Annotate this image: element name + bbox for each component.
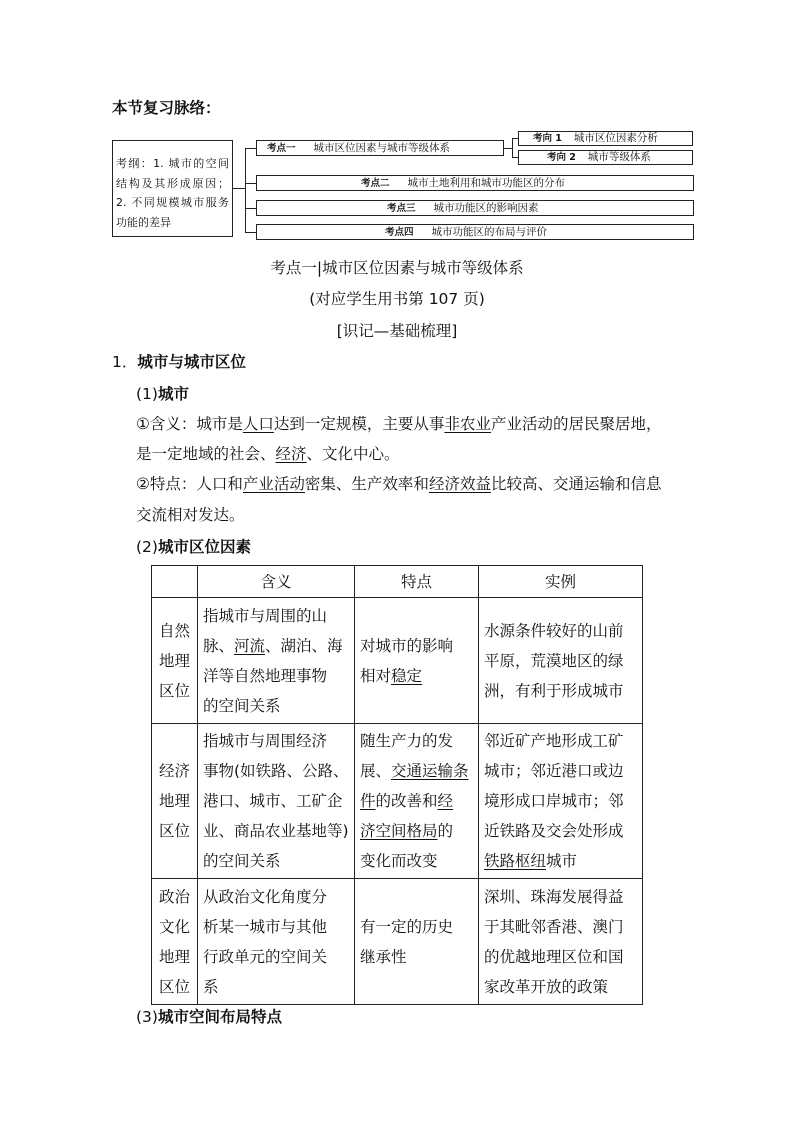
underlined-answer: 经济 (275, 445, 307, 463)
kaodian-3-box (256, 200, 694, 216)
connector-line (245, 208, 256, 209)
text: 业、商品农业基地等) (203, 822, 349, 840)
feature-cell (355, 724, 479, 879)
text: 产业活动的居民聚居地， (490, 415, 662, 433)
meaning-cell (198, 879, 355, 1005)
feature-line-2: 交流相对发达。 (136, 506, 245, 524)
underlined-answer: 人口 (242, 415, 274, 433)
text: 继承性 (360, 947, 407, 966)
table-header-cell (152, 566, 198, 598)
text: 对城市的影响 (360, 636, 454, 655)
kaoxiang-text: 城市区位因素分析 (573, 132, 658, 144)
sub-number: (1) (136, 385, 158, 403)
kaodian-text: 城市功能区的影响因素 (433, 202, 539, 214)
text: 城市 (546, 852, 578, 870)
table-header-cell: 含义 (198, 566, 355, 598)
sub-title-text: 城市空间布局特点 (157, 1008, 282, 1026)
text: 家改革开放的政策 (484, 977, 609, 996)
text: 区位 (158, 822, 190, 840)
text: 的空间关系 (203, 852, 281, 870)
item-title: 城市与城市区位 (137, 353, 246, 371)
feature-cell (355, 879, 479, 1005)
text: 展、 (360, 762, 392, 780)
sub-title: [识记—基础梳理] (336, 322, 458, 340)
underlined-answer: 经 (437, 792, 454, 810)
connector-line (512, 138, 513, 158)
text: ②特点：人口和 (136, 475, 243, 493)
text: 指城市与周围经济 (203, 732, 328, 750)
kaodian-tag: 考点二 (361, 178, 390, 189)
text: 密集、生产效率和 (304, 475, 429, 493)
text: 系 (203, 977, 219, 996)
kaogang-line: 2. 不同规模城市服务 (116, 196, 229, 209)
page-reference: (对应学生用书第 107 页) (309, 290, 485, 308)
meaning-cell (198, 724, 355, 879)
sub-2-heading (136, 535, 251, 557)
underlined-answer: 件 (360, 792, 376, 810)
connector-line (245, 183, 256, 184)
text: 洲，有利于形成城市 (484, 681, 624, 700)
text: 水源条件较好的山前 (484, 621, 624, 640)
location-factors-table (151, 565, 643, 1005)
item-1-heading (112, 350, 246, 372)
text: 有一定的历史 (360, 917, 454, 936)
table-header-cell: 特点 (355, 566, 479, 598)
text: 是一定地域的社会、 (136, 445, 276, 463)
text: 区位 (158, 681, 190, 700)
table-header-row (152, 566, 643, 598)
underlined-answer: 产业活动 (242, 475, 305, 493)
text: 相对 (360, 666, 392, 685)
connector-line (233, 188, 245, 189)
text: 行政单元的空间关 (203, 947, 328, 966)
row-header-cell (152, 724, 198, 879)
row-header-cell (152, 879, 198, 1005)
underlined-answer: 河流 (234, 636, 266, 655)
table-row (152, 724, 643, 879)
text: 城市；邻近港口或边 (484, 762, 624, 780)
kaodian-text: 城市区位因素与城市等级体系 (313, 142, 451, 154)
underlined-answer: 稳定 (391, 666, 423, 685)
kaogang-line: 考纲：1. 城市的空间 (116, 157, 229, 170)
text: 达到一定规模，主要从事 (273, 415, 445, 433)
text: 指城市与周围的山 (203, 606, 328, 625)
kaodian-4-box (256, 224, 694, 240)
text: 邻近矿产地形成工矿 (484, 732, 624, 750)
text: 事物(如铁路、公路、 (203, 762, 349, 780)
table-row (152, 879, 643, 1005)
text: 析某一城市与其他 (203, 917, 328, 936)
text: 的 (437, 822, 454, 840)
row-header-cell (152, 598, 198, 724)
text: 随生产力的发 (360, 732, 454, 750)
definition-line-2 (136, 442, 400, 464)
text: 的优越地理区位和国 (484, 947, 624, 966)
text: 文化 (158, 917, 190, 936)
connector-line (504, 148, 512, 149)
text: 地理 (158, 947, 190, 966)
underlined-answer: 交通运输条 (391, 762, 469, 780)
kaodian-tag: 考点四 (385, 227, 414, 238)
underlined-answer: 济空间格局 (360, 822, 438, 840)
underlined-answer: 经济效益 (428, 475, 491, 493)
kaodian-1-box (256, 140, 504, 156)
text: 区位 (158, 977, 190, 996)
kaodian-2-box (256, 175, 694, 191)
feature-line-1 (136, 472, 661, 494)
text: 的改善和 (375, 792, 438, 810)
example-cell (479, 724, 643, 879)
text: 的空间关系 (203, 696, 281, 715)
text: 地理 (158, 651, 190, 670)
table-row (152, 598, 643, 724)
text: 洋等自然地理事物 (203, 666, 328, 685)
text: 比较高、交通运输和信息 (490, 475, 662, 493)
kaodian-tag: 考点一 (267, 143, 296, 154)
sub-1-heading (136, 382, 189, 404)
sub-number: (2) (136, 538, 158, 556)
sub-3-heading (136, 1005, 282, 1027)
kaodian-text: 城市土地利用和城市功能区的分布 (407, 177, 566, 189)
sub-title-text: 城市 (157, 385, 189, 403)
kaoxiang-1-box (518, 131, 693, 146)
text: 深圳、珠海发展得益 (484, 887, 624, 906)
kaodian-text: 城市功能区的布局与评价 (431, 226, 548, 238)
text: 平原，荒漠地区的绿 (484, 651, 624, 670)
text: 于其毗邻香港、澳门 (484, 917, 624, 936)
kaodian-tag: 考点三 (387, 203, 416, 214)
text: 、湖泊、海 (265, 636, 343, 655)
kaogang-line: 功能的差异 (116, 215, 171, 229)
connector-line (245, 232, 256, 233)
text: 从政治文化角度分 (203, 887, 328, 906)
example-cell (479, 879, 643, 1005)
table-header-cell: 实例 (479, 566, 643, 598)
text: ①含义：城市是 (136, 415, 243, 433)
text: 、文化中心。 (306, 445, 400, 463)
text: 近铁路及交会处形成 (484, 822, 624, 840)
text: 境形成口岸城市；邻 (484, 792, 624, 810)
kaoxiang-2-box (518, 150, 693, 165)
item-number: 1． (112, 353, 138, 371)
sub-title-text: 城市区位因素 (157, 538, 251, 556)
definition-line-1 (136, 412, 661, 434)
feature-cell (355, 598, 479, 724)
outline-kaogang-box (112, 140, 233, 237)
text: 自然 (158, 621, 190, 640)
text: 脉、 (203, 636, 235, 655)
meaning-cell (198, 598, 355, 724)
text: 经济 (158, 762, 190, 780)
underlined-answer: 非农业 (444, 415, 491, 433)
text: 港口、城市、工矿企 (203, 792, 343, 810)
connector-line (245, 148, 246, 233)
underlined-answer: 铁路枢纽 (484, 852, 547, 870)
review-heading: 本节复习脉络： (112, 99, 221, 117)
kaoxiang-text: 城市等级体系 (587, 151, 651, 163)
kaoxiang-tag: 考向 2 (547, 152, 576, 163)
text: 变化而改变 (360, 852, 438, 870)
connector-line (245, 148, 256, 149)
sub-number: (3) (136, 1008, 158, 1026)
text: 政治 (158, 887, 190, 906)
section-title: 考点一|城市区位因素与城市等级体系 (270, 259, 524, 277)
example-cell (479, 598, 643, 724)
kaogang-line: 结构及其形成原因； (116, 176, 229, 190)
kaoxiang-tag: 考向 1 (533, 133, 562, 144)
text: 地理 (158, 792, 190, 810)
